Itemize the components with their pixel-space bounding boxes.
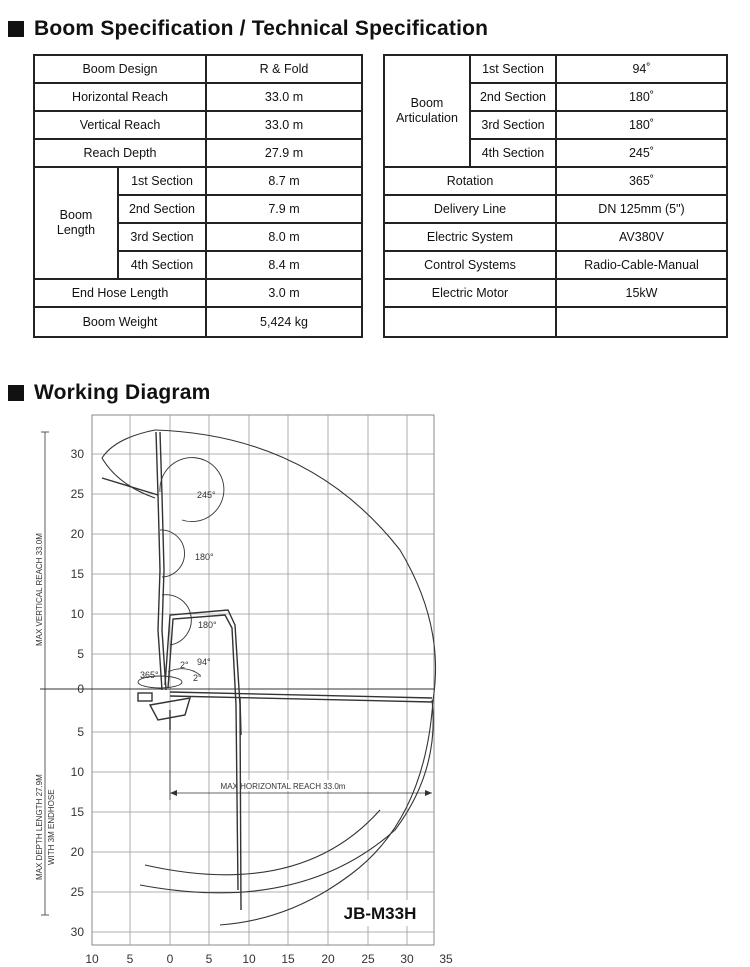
- boom-section-value: 7.9 m: [206, 195, 362, 223]
- articulation-section-label: 1st Section: [470, 55, 556, 83]
- y-tick: 0: [77, 682, 84, 696]
- table-row: [384, 195, 727, 223]
- rotation-label: Rotation: [384, 167, 556, 195]
- boom-weight-label: Boom Weight: [34, 307, 206, 337]
- table-row: [34, 55, 362, 83]
- y-tick: 5: [77, 647, 84, 661]
- end-hose-length-value: 3.0 m: [206, 279, 362, 307]
- end-hose-length-label: End Hose Length: [34, 279, 206, 307]
- y-axis-ticks: [71, 447, 85, 939]
- angle-label: 365°: [140, 670, 159, 680]
- x-tick: 30: [400, 952, 414, 966]
- boom-section-label: 1st Section: [118, 167, 206, 195]
- angle-label: 180°: [198, 620, 217, 630]
- x-tick: 20: [321, 952, 335, 966]
- boom-section-value: 8.0 m: [206, 223, 362, 251]
- max-depth-dimension: [35, 689, 56, 915]
- horizontal-reach-value: 33.0 m: [206, 83, 362, 111]
- x-tick: 25: [361, 952, 375, 966]
- table-row: [384, 279, 727, 307]
- control-systems-value: Radio-Cable-Manual: [556, 251, 727, 279]
- y-tick: 30: [70, 925, 84, 939]
- table-row: [34, 307, 362, 337]
- electric-motor-value: 15kW: [556, 279, 727, 307]
- electric-system-label: Electric System: [384, 223, 556, 251]
- horizontal-reach-label: Horizontal Reach: [34, 83, 206, 111]
- articulation-section-value: 94˚: [556, 55, 727, 83]
- table-row: [384, 307, 727, 337]
- rotation-value: 365˚: [556, 167, 727, 195]
- table-row: [34, 167, 362, 195]
- boom-articulation-label: Boom Articulation: [384, 55, 470, 167]
- table-row: [384, 251, 727, 279]
- y-tick: 20: [70, 527, 84, 541]
- boom-weight-value: 5,424 kg: [206, 307, 362, 337]
- spec-section-title: Boom Specification / Technical Specification: [34, 17, 489, 40]
- boom-design-label: Boom Design: [34, 55, 206, 83]
- angle-label: 94°: [197, 657, 211, 667]
- diagram-frame: [92, 415, 434, 945]
- boom-section-value: 8.4 m: [206, 251, 362, 279]
- articulation-section-label: 2nd Section: [470, 83, 556, 111]
- reach-depth-value: 27.9 m: [206, 139, 362, 167]
- electric-system-value: AV380V: [556, 223, 727, 251]
- table-row: [384, 223, 727, 251]
- y-tick: 5: [77, 725, 84, 739]
- table-row: [34, 111, 362, 139]
- y-tick: 30: [70, 447, 84, 461]
- diagram-grid: [92, 415, 434, 945]
- reach-depth-label: Reach Depth: [34, 139, 206, 167]
- max-vertical-reach-label: MAX VERTICAL REACH 33.0M: [35, 533, 44, 646]
- articulation-section-label: 4th Section: [470, 139, 556, 167]
- table-row: [384, 55, 727, 83]
- tech-spec-table: [383, 54, 728, 338]
- empty-cell: [556, 307, 727, 337]
- working-diagram: [0, 410, 750, 967]
- articulation-section-label: 3rd Section: [470, 111, 556, 139]
- x-tick: 15: [281, 952, 295, 966]
- max-depth-label-line2: WITH 3M ENDHOSE: [47, 789, 56, 865]
- model-label: JB-M33H: [343, 904, 417, 923]
- table-row: [34, 279, 362, 307]
- angle-label: 180°: [195, 552, 214, 562]
- empty-cell: [384, 307, 556, 337]
- y-tick: 10: [70, 607, 84, 621]
- vertical-reach-value: 33.0 m: [206, 111, 362, 139]
- y-tick: 25: [70, 487, 84, 501]
- x-tick: 10: [242, 952, 256, 966]
- spec-section-heading: [8, 17, 488, 41]
- x-axis-ticks: [85, 952, 453, 966]
- delivery-line-value: DN 125mm (5"): [556, 195, 727, 223]
- articulation-section-value: 180˚: [556, 83, 727, 111]
- control-systems-label: Control Systems: [384, 251, 556, 279]
- angle-label: 2°: [193, 673, 202, 683]
- diagram-section-title: Working Diagram: [34, 381, 211, 404]
- diagram-section-heading: [8, 381, 210, 405]
- boom-design-value: R & Fold: [206, 55, 362, 83]
- y-tick: 20: [70, 845, 84, 859]
- table-row: [34, 139, 362, 167]
- y-tick: 15: [70, 567, 84, 581]
- boom-section-label: 2nd Section: [118, 195, 206, 223]
- x-tick: 5: [126, 952, 134, 966]
- angle-label: 2°: [180, 660, 189, 670]
- table-row: [384, 167, 727, 195]
- y-tick: 10: [70, 765, 84, 779]
- y-tick: 25: [70, 885, 84, 899]
- articulation-section-value: 245˚: [556, 139, 727, 167]
- max-horizontal-reach-label: MAX HORIZONTAL REACH 33.0m: [220, 782, 346, 791]
- x-tick: 0: [166, 952, 174, 966]
- boom-spec-table: [33, 54, 363, 338]
- x-tick: 5: [205, 952, 213, 966]
- boom-section-value: 8.7 m: [206, 167, 362, 195]
- y-tick: 15: [70, 805, 84, 819]
- heading-bullet-square: [8, 385, 24, 401]
- table-row: [34, 83, 362, 111]
- max-depth-label-line1: MAX DEPTH LENGTH 27.9M: [35, 774, 44, 880]
- boom-length-label: Boom Length: [34, 167, 118, 279]
- boom-section-label: 3rd Section: [118, 223, 206, 251]
- x-tick: 35: [439, 952, 453, 966]
- heading-bullet-square: [8, 21, 24, 37]
- articulation-section-value: 180˚: [556, 111, 727, 139]
- angle-label: 245°: [197, 490, 216, 500]
- delivery-line-label: Delivery Line: [384, 195, 556, 223]
- max-vertical-reach-dimension: [35, 432, 49, 689]
- electric-motor-label: Electric Motor: [384, 279, 556, 307]
- x-tick: 10: [85, 952, 99, 966]
- boom-section-label: 4th Section: [118, 251, 206, 279]
- vertical-reach-label: Vertical Reach: [34, 111, 206, 139]
